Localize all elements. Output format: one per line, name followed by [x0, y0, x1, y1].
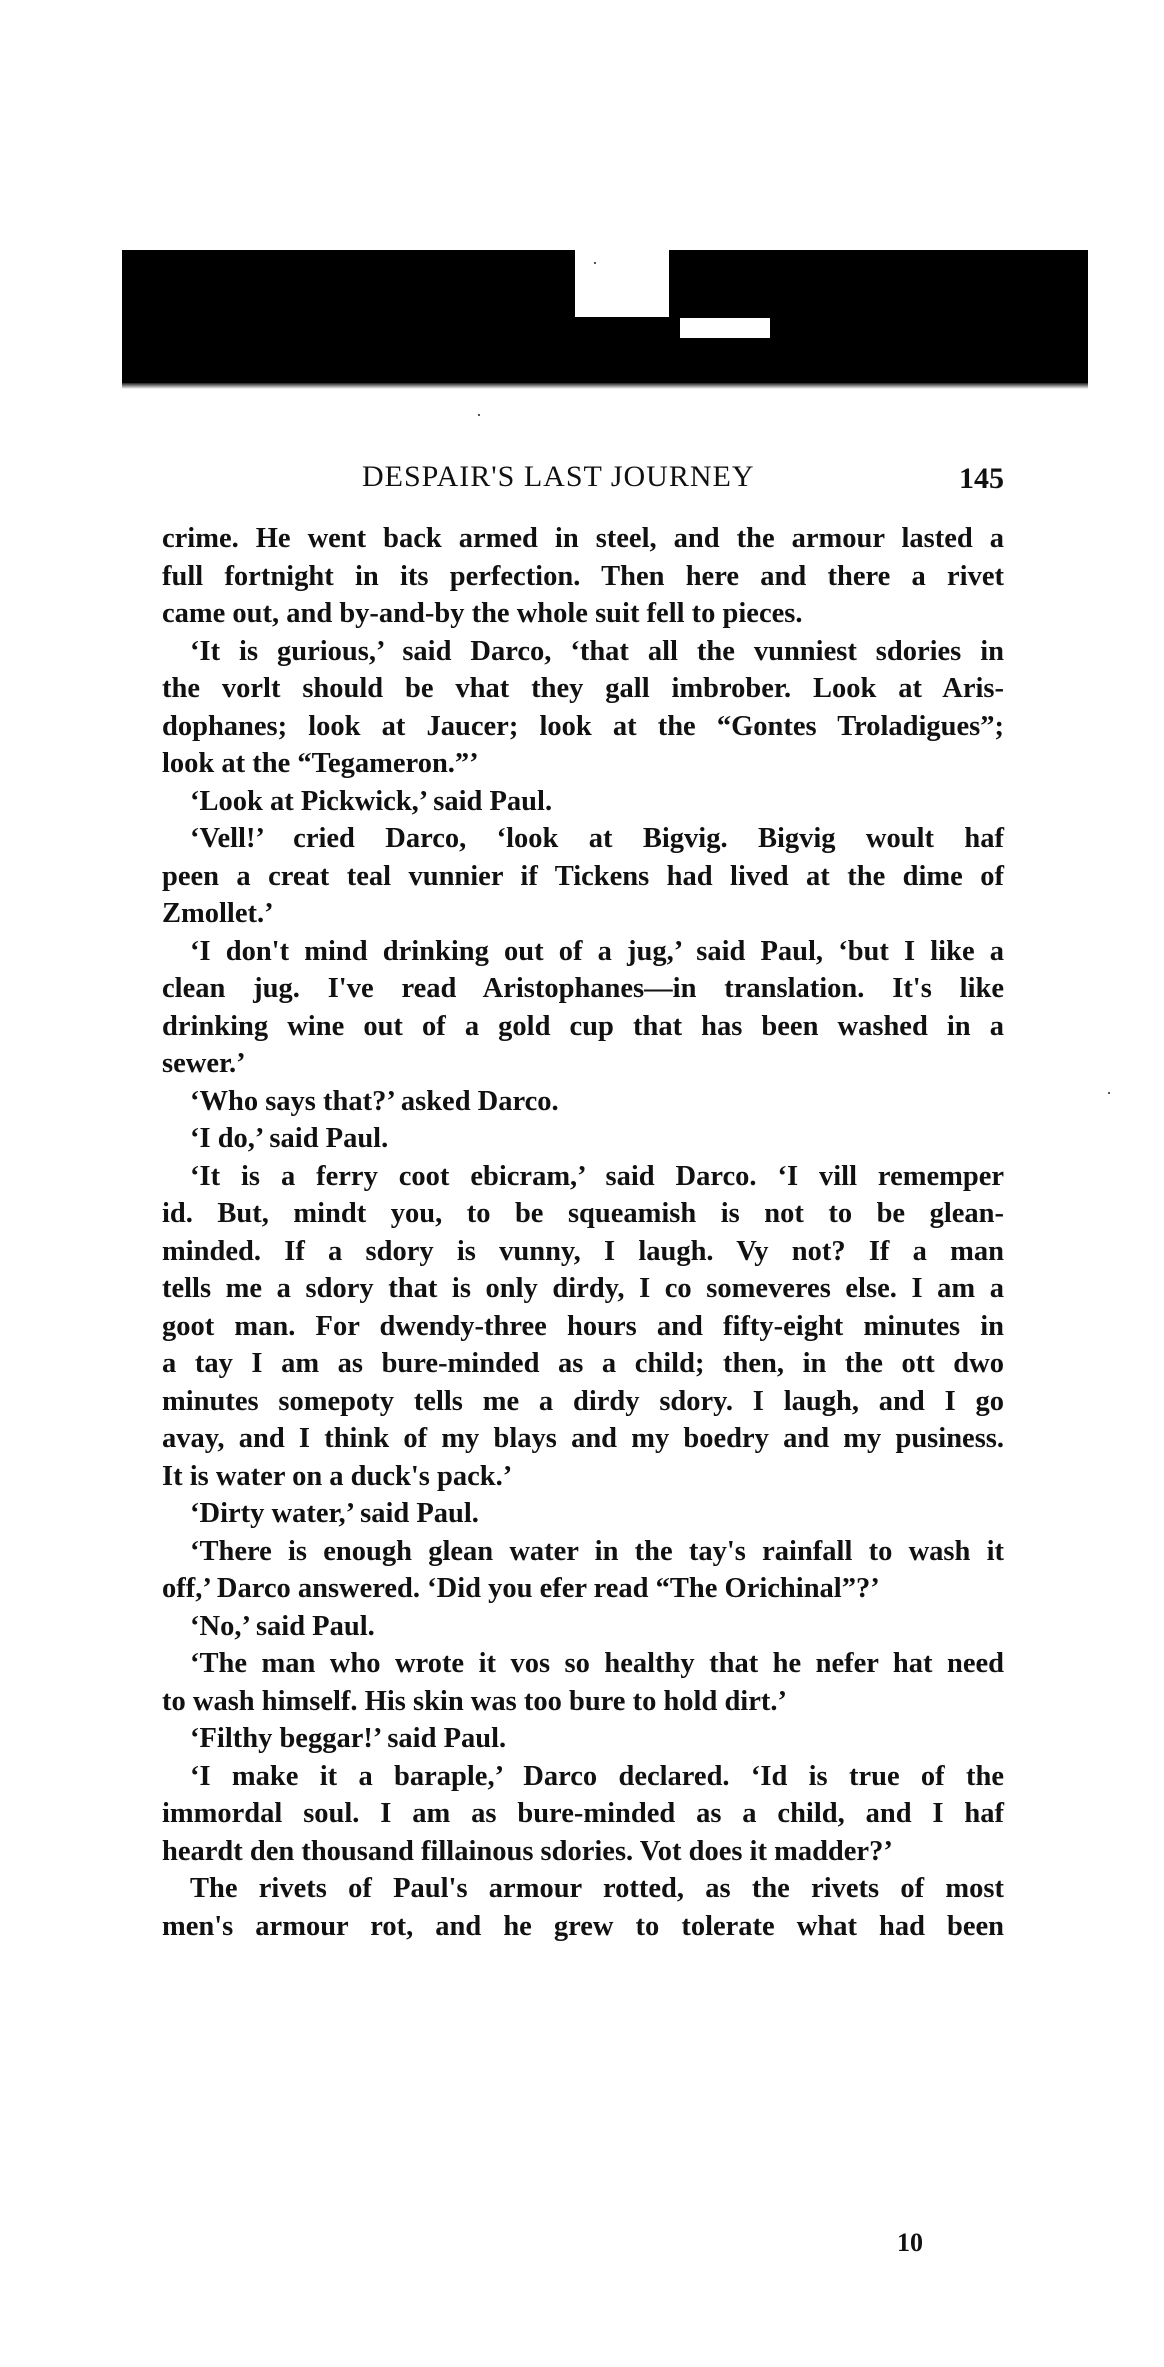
speck	[594, 262, 596, 264]
redaction-gap-small	[680, 318, 770, 338]
text-line: peen a creat teal vunnier if Tickens had lived at the dime of	[162, 860, 1004, 892]
page-number: 145	[959, 462, 1004, 495]
text-line: immordal soul. I am as bure-minded as a child, and I haf	[162, 1798, 1004, 1829]
text-line: Zmollet.’	[162, 898, 274, 929]
text-line: ‘It is a ferry coot ebicram,’ said Darco. ‘I vill rememper	[190, 1160, 1004, 1192]
text-line: ‘Look at Pickwick,’ said Paul.	[190, 785, 553, 817]
speck	[478, 414, 480, 416]
text-line: sewer.’	[162, 1048, 246, 1079]
text-line: to wash himself. His skin was too bure to hold dirt.’	[162, 1685, 787, 1717]
text-line: minded. If a sdory is vunny, I laugh. Vy not? If a man	[162, 1235, 1004, 1267]
running-title: DESPAIR'S LAST JOURNEY	[362, 460, 755, 493]
text-line: tells me a sdory that is only dirdy, I co someveres else. I am a	[162, 1273, 1004, 1304]
body-text	[162, 520, 1004, 1945]
text-line: a tay I am as bure-minded as a child; then, in the ott dwo	[162, 1348, 1004, 1379]
text-line: ‘Dirty water,’ said Paul.	[190, 1498, 479, 1529]
text-line: men's armour rot, and he grew to tolerate what had been	[162, 1910, 1004, 1942]
text-line: avay, and I think of my blays and my boedry and my pusiness.	[162, 1423, 1004, 1454]
text-line: ‘There is enough glean water in the tay's rainfall to wash it	[190, 1535, 1004, 1567]
text-line: ‘The man who wrote it vos so healthy that he nefer hat need	[190, 1648, 1004, 1679]
signature-mark: 10	[897, 2228, 923, 2257]
text-line: off,’ Darco answered. ‘Did you efer read “The Orichinal”?’	[162, 1573, 880, 1604]
text-line: minutes somepoty tells me a dirdy sdory. I laugh, and I go	[162, 1385, 1004, 1417]
text-line: clean jug. I've read Aristophanes—in translation. It's like	[162, 973, 1004, 1004]
speck	[1108, 1092, 1110, 1094]
text-line: id. But, mindt you, to be squeamish is not to be glean-	[162, 1198, 1004, 1229]
text-line: It is water on a duck's pack.’	[162, 1460, 513, 1492]
text-line: ‘Filthy beggar!’ said Paul.	[190, 1723, 507, 1754]
text-line: The rivets of Paul's armour rotted, as the rivets of most	[190, 1873, 1004, 1904]
text-line: came out, and by-and-by the whole suit fell to pieces.	[162, 598, 803, 629]
text-line: look at the “Tegameron.”’	[162, 748, 479, 779]
text-line: ‘I don't mind drinking out of a jug,’ said Paul, ‘but I like a	[190, 935, 1004, 967]
text-line: dophanes; look at Jaucer; look at the “Gontes Troladigues”;	[162, 710, 1004, 742]
text-line: full fortnight in its perfection. Then here and there a rivet	[162, 560, 1004, 592]
running-head	[162, 460, 1004, 500]
text-line: ‘No,’ said Paul.	[190, 1610, 375, 1642]
text-line: ‘I make it a baraple,’ Darco declared. ‘Id is true of the	[190, 1760, 1004, 1792]
redaction-bar-edge	[122, 383, 1088, 389]
text-line: crime. He went back armed in steel, and the armour lasted a	[162, 523, 1004, 554]
text-line: ‘Who says that?’ asked Darco.	[190, 1085, 559, 1117]
text-line: ‘Vell!’ cried Darco, ‘look at Bigvig. Bigvig woult haf	[190, 823, 1004, 854]
text-line: heardt den thousand fillainous sdories. Vot does it madder?’	[162, 1835, 893, 1867]
text-line: ‘I do,’ said Paul.	[190, 1123, 389, 1154]
text-line: drinking wine out of a gold cup that has been washed in a	[162, 1010, 1004, 1042]
redaction-gap	[575, 250, 669, 317]
text-line: ‘It is gurious,’ said Darco, ‘that all the vunniest sdories in	[190, 635, 1004, 667]
text-line: goot man. For dwendy-three hours and fifty-eight minutes in	[162, 1310, 1004, 1342]
text-line: the vorlt should be vhat they gall imbrober. Look at Aris-	[162, 673, 1004, 704]
